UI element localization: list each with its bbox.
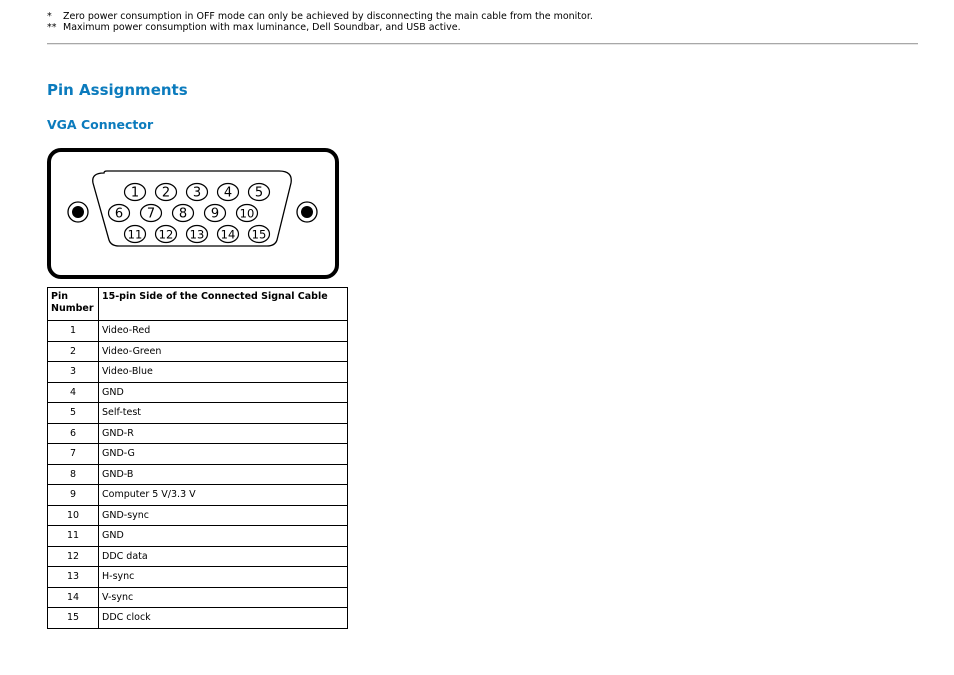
pin-label: 2 (161, 185, 171, 201)
pin-label: 7 (146, 206, 156, 222)
footnote-text: Zero power consumption in OFF mode can only be achieved by disconnecting the main cable from the monitor. (63, 11, 593, 22)
table-row (48, 321, 348, 342)
connector-pin (205, 205, 226, 222)
table-row (48, 464, 348, 485)
header-signal: 15-pin Side of the Connected Signal Cable (99, 288, 348, 321)
mounting-hole-left (68, 202, 88, 222)
pin-label: 4 (223, 185, 233, 201)
footnote-mark: ** (47, 22, 57, 33)
header-pin-number: Pin Number (48, 288, 99, 321)
signal-cell: GND-G (99, 444, 348, 465)
table-row (48, 505, 348, 526)
table-row (48, 526, 348, 547)
connector-pin (249, 184, 270, 201)
pin-number-cell: 6 (48, 423, 99, 444)
table-row (48, 485, 348, 506)
pin-number-cell: 9 (48, 485, 99, 506)
signal-cell: GND-B (99, 464, 348, 485)
signal-cell: Computer 5 V/3.3 V (99, 485, 348, 506)
pin-number-cell: 15 (48, 608, 99, 629)
signal-cell: DDC clock (99, 608, 348, 629)
pin-number-cell: 10 (48, 505, 99, 526)
connector-pin (218, 184, 239, 201)
pin-label: 10 (239, 206, 255, 221)
signal-cell: DDC data (99, 546, 348, 567)
pin-number-cell: 12 (48, 546, 99, 567)
signal-cell: GND-R (99, 423, 348, 444)
table-row (48, 341, 348, 362)
pin-label: 14 (220, 227, 236, 242)
subsection-title: VGA Connector (47, 117, 154, 132)
pin-label: 11 (127, 227, 143, 242)
table-row (48, 403, 348, 424)
signal-cell: GND (99, 382, 348, 403)
pin-number-cell: 5 (48, 403, 99, 424)
connector-pin (141, 205, 162, 222)
signal-cell: GND (99, 526, 348, 547)
pin-number-cell: 11 (48, 526, 99, 547)
footnotes (47, 11, 593, 33)
pin-label: 3 (192, 185, 202, 201)
table-row (48, 587, 348, 608)
pin-label: 8 (178, 206, 188, 222)
table-row (48, 567, 348, 588)
pin-label: 15 (251, 227, 267, 242)
table-row (48, 608, 348, 629)
pin-label: 9 (210, 206, 220, 222)
signal-cell: Video-Red (99, 321, 348, 342)
table-row (48, 423, 348, 444)
pin-label: 6 (114, 206, 124, 222)
connector-pin (173, 205, 194, 222)
footnote-text: Maximum power consumption with max luminance, Dell Soundbar, and USB active. (63, 22, 461, 33)
signal-cell: V-sync (99, 587, 348, 608)
footnote-mark: * (47, 11, 52, 22)
connector-pin (187, 184, 208, 201)
signal-cell: GND-sync (99, 505, 348, 526)
connector-pin (237, 205, 258, 222)
signal-cell: H-sync (99, 567, 348, 588)
pin-label: 1 (130, 185, 140, 201)
connector-pin (187, 226, 208, 243)
connector-pin (125, 226, 146, 243)
signal-cell: Self-test (99, 403, 348, 424)
pin-number-cell: 13 (48, 567, 99, 588)
pin-number-cell: 8 (48, 464, 99, 485)
connector-pin (109, 205, 130, 222)
divider (47, 43, 918, 45)
pin-number-cell: 2 (48, 341, 99, 362)
pin-number-cell: 7 (48, 444, 99, 465)
pin-number-cell: 1 (48, 321, 99, 342)
pin-assignment-table (47, 287, 348, 629)
pin-number-cell: 3 (48, 362, 99, 383)
section-title: Pin Assignments (47, 81, 188, 99)
signal-cell: Video-Blue (99, 362, 348, 383)
signal-cell: Video-Green (99, 341, 348, 362)
connector-pin (156, 184, 177, 201)
vga-connector-diagram (47, 148, 339, 279)
connector-pin (249, 226, 270, 243)
mounting-hole-right (297, 202, 317, 222)
connector-pin (125, 184, 146, 201)
pin-label: 13 (189, 227, 205, 242)
pin-number-cell: 4 (48, 382, 99, 403)
table-row (48, 382, 348, 403)
footnote-1 (47, 11, 593, 22)
pin-number-cell: 14 (48, 587, 99, 608)
pin-label: 5 (254, 185, 264, 201)
table-row (48, 362, 348, 383)
table-header-row (48, 288, 348, 321)
footnote-2 (47, 22, 593, 33)
table-row (48, 444, 348, 465)
connector-pin (218, 226, 239, 243)
table-row (48, 546, 348, 567)
connector-pin (156, 226, 177, 243)
pin-label: 12 (158, 227, 174, 242)
